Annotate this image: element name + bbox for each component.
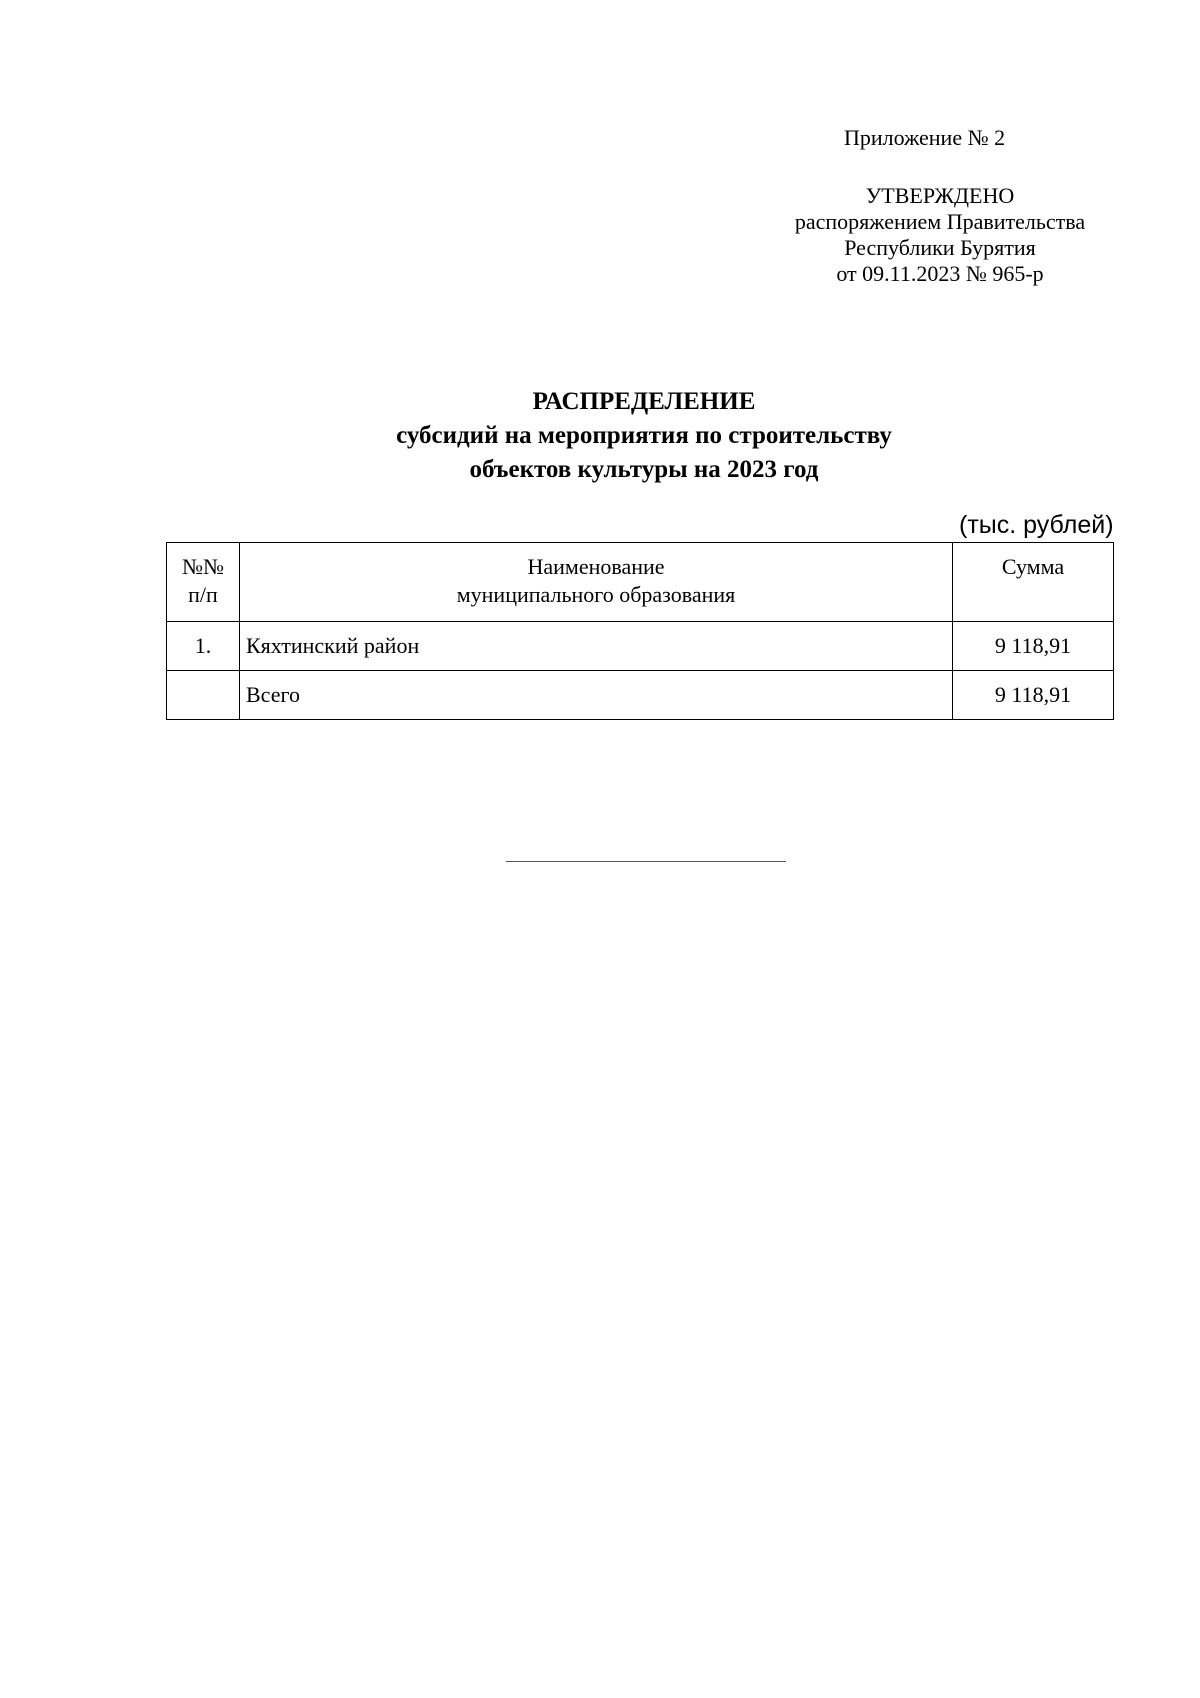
row-number: 1. xyxy=(167,622,240,671)
title-line-3: объектов культуры на 2023 год xyxy=(469,456,819,483)
appendix-number: Приложение № 2 xyxy=(844,125,1006,150)
total-label: Всего xyxy=(240,671,953,720)
table-row xyxy=(167,622,1114,671)
header-number xyxy=(167,543,240,622)
header-name xyxy=(240,543,953,622)
header-number-line-1: №№ xyxy=(182,554,224,579)
header-name-line-2: муниципального образования xyxy=(456,582,736,607)
header-name-line-1: Наименование xyxy=(527,554,665,579)
distribution-table xyxy=(166,542,1114,720)
approval-line-3: от 09.11.2023 № 965-р xyxy=(836,261,1044,286)
document-title xyxy=(0,385,1200,487)
row-sum: 9 118,91 xyxy=(953,622,1114,671)
units-label: (тыс. рублей) xyxy=(959,511,1114,539)
table-row-total xyxy=(167,671,1114,720)
total-sum: 9 118,91 xyxy=(953,671,1114,720)
total-number xyxy=(167,671,240,720)
approval-status: УТВЕРЖДЕНО xyxy=(865,183,1015,208)
title-line-1: РАСПРЕДЕЛЕНИЕ xyxy=(532,388,756,415)
row-name: Кяхтинский район xyxy=(240,622,953,671)
header-number-line-2: п/п xyxy=(188,582,218,607)
table-header-row xyxy=(167,543,1114,622)
approval-line-2: Республики Бурятия xyxy=(844,235,1036,260)
end-divider xyxy=(506,861,786,862)
header-sum xyxy=(953,543,1114,622)
approval-line-1: распоряжением Правительства xyxy=(794,209,1086,234)
approval-stamp xyxy=(740,183,1140,287)
title-line-2: субсидий на мероприятия по строительству xyxy=(396,422,892,449)
header-sum-label: Сумма xyxy=(1001,554,1065,579)
